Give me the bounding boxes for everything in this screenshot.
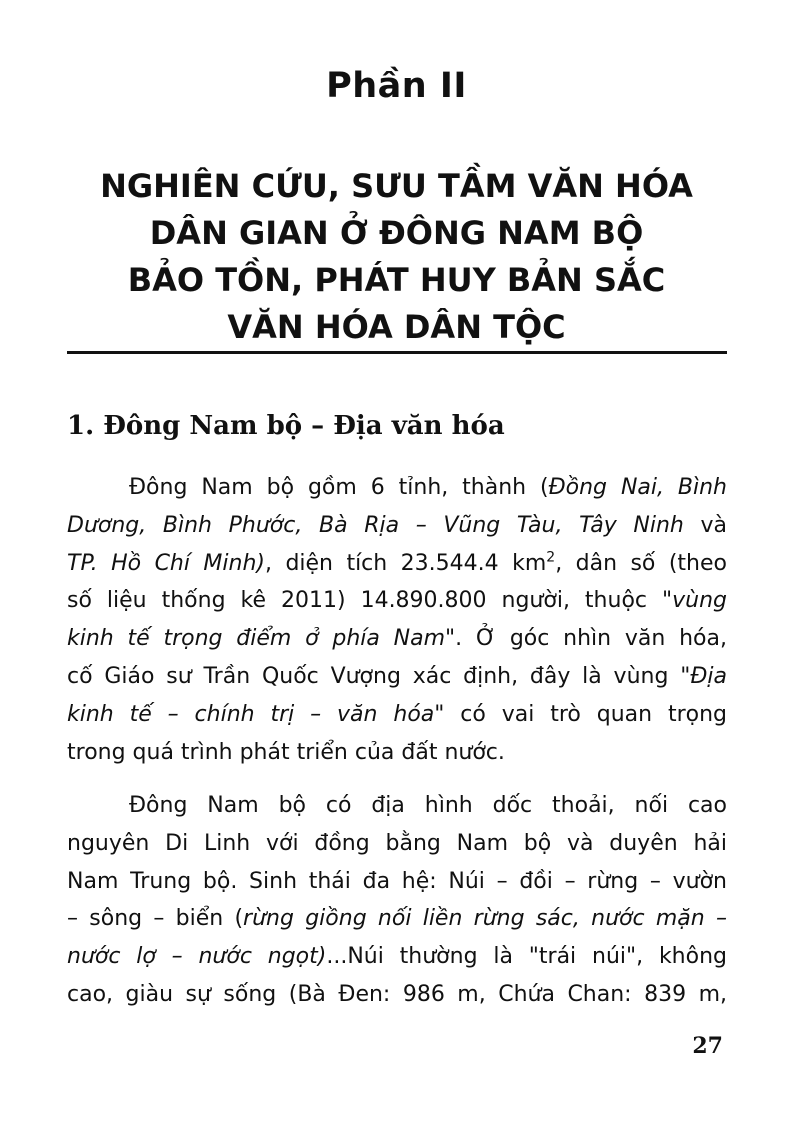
paragraph-2 xyxy=(67,787,727,1014)
text-line: Đông Nam bộ có địa hình dốc thoải, nối cao xyxy=(129,793,727,818)
text-line: Nam Trung bộ. Sinh thái đa hệ: Núi – đồi – rừng – vườn xyxy=(67,868,727,894)
part-title-line: NGHIÊN CỨU, SƯU TẦM VĂN HÓA xyxy=(100,167,693,205)
text-line: cố Giáo sư Trần Quốc Vượng xác định, đây là vùng "Địa xyxy=(67,663,727,689)
text-line: nước lợ – nước ngọt)...Núi thường là "trái núi", không xyxy=(67,944,727,970)
text-line: trong quá trình phát triển của đất nước. xyxy=(67,739,505,765)
paragraph-1 xyxy=(67,469,727,771)
part-title xyxy=(70,163,723,351)
text-line: TP. Hồ Chí Minh), diện tích 23.544.4 $km^2$, dân số (theo xyxy=(67,549,727,576)
part-title-line: DÂN GIAN Ở ĐÔNG NAM BỘ xyxy=(149,214,644,252)
text-line: cao, giàu sự sống (Bà Đen: 986 m, Chứa Chan: 839 m, xyxy=(67,981,727,1007)
part-title-line: BẢO TỒN, PHÁT HUY BẢN SẮC xyxy=(127,261,666,299)
text-line: Đông Nam bộ gồm 6 tỉnh, thành (Đồng Nai, Bình xyxy=(129,475,727,500)
part-heading: Phần II xyxy=(326,66,467,106)
text-line: kinh tế trọng điểm ở phía Nam". Ở góc nhìn văn hóa, xyxy=(67,626,727,652)
text-line: Dương, Bình Phước, Bà Rịa – Vũng Tàu, Tây Ninh và xyxy=(67,512,728,538)
text-line: – sông – biển (rừng giồng nối liền rừng sác, nước mặn – xyxy=(67,906,727,932)
page-number: 27 xyxy=(692,1033,723,1059)
part-title-line: VĂN HÓA DÂN TỘC xyxy=(227,308,566,346)
text-line: nguyên Di Linh với đồng bằng Nam bộ và duyên hải xyxy=(67,830,727,856)
text-line: kinh tế – chính trị – văn hóa" có vai trò quan trọng xyxy=(67,701,727,727)
section-heading: 1. Đông Nam bộ – Địa văn hóa xyxy=(67,411,505,441)
title-divider xyxy=(67,351,727,354)
text-line: số liệu thống kê 2011) 14.890.800 người, thuộc "vùng xyxy=(67,588,727,614)
